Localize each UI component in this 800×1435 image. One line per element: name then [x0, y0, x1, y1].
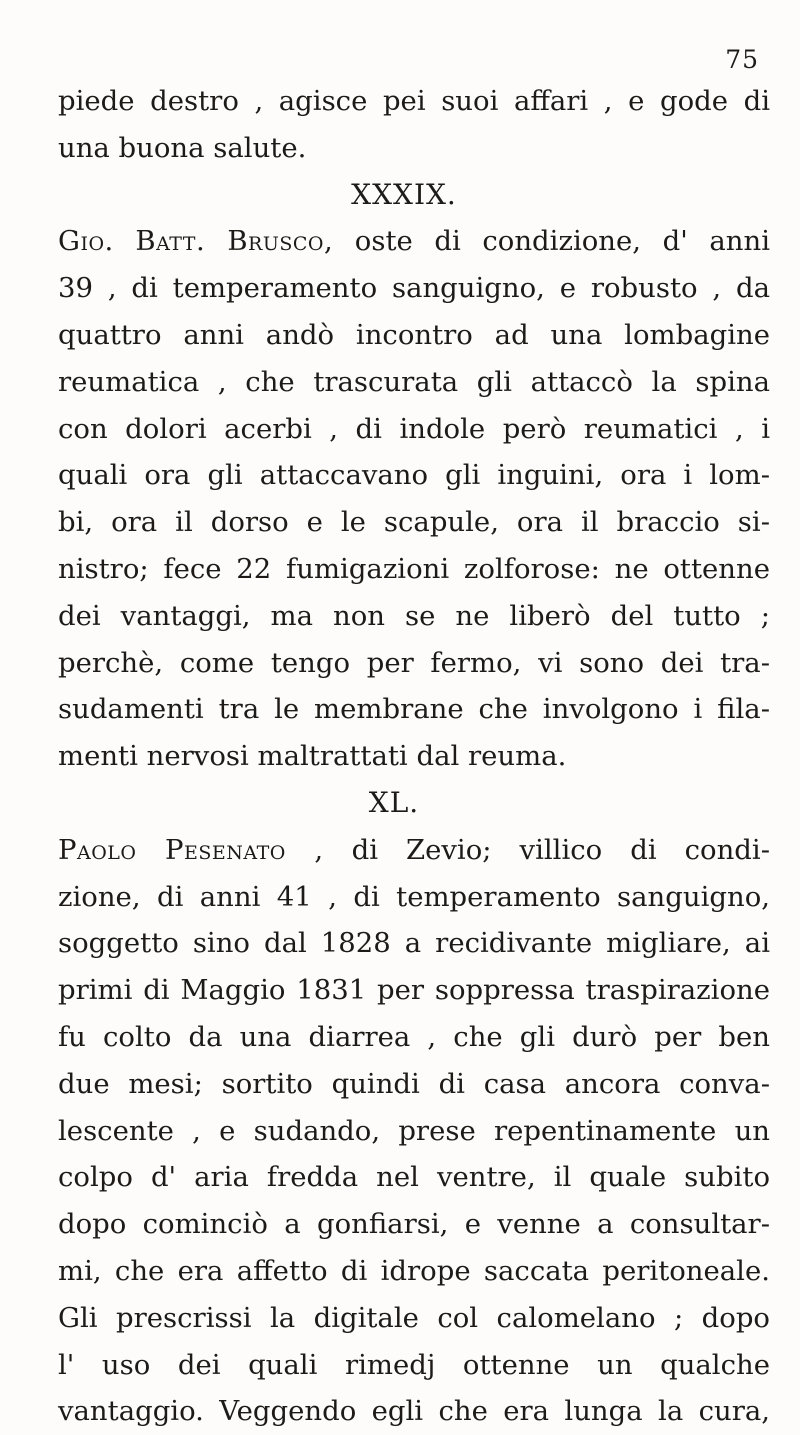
text-line: bi, ora il dorso e le scapule, ora il braccio si-	[58, 506, 770, 539]
page-number: 75	[725, 45, 759, 74]
patient-name-first: Gio.	[58, 225, 114, 258]
text-line: colpo d' aria fredda nel ventre, il quale subito	[58, 1161, 770, 1194]
patient-name: Batt. Brusco,	[135, 225, 334, 258]
text-line: mi, che era affetto di idrope saccata peritoneale.	[58, 1254, 770, 1287]
text-line: l' uso dei quali rimedj ottenne un qualche	[58, 1348, 770, 1381]
text-line: piede destro , agisce pei suoi affari , e gode di	[58, 85, 770, 117]
text-line: vantaggio. Veggendo egli che era lunga la cura,	[58, 1395, 770, 1428]
text-line: zione, di anni 41 , di temperamento sanguigno,	[58, 880, 770, 913]
text-line: dopo cominciò a gonfiarsi, e venne a consultar-	[58, 1208, 770, 1241]
text-line: due mesi; sortito quindi di casa ancora conva-	[58, 1067, 770, 1100]
text-line: lescente , e sudando, prese repentinamente un	[58, 1114, 770, 1147]
text-fragment: oste di condizione, d' anni	[333, 225, 770, 258]
text-line: menti nervosi maltrattati dal reuma.	[58, 740, 567, 773]
text-line: quattro anni andò incontro ad una lombagine	[58, 318, 770, 351]
section-opening-line	[58, 827, 770, 874]
text-line: soggetto sino dal 1828 a recidivante migliare, ai	[58, 927, 770, 960]
text-line: 39 , di temperamento sanguigno, e robusto , da	[58, 272, 770, 305]
text-line: perchè, come tengo per fermo, vi sono dei tra-	[58, 646, 770, 679]
text-fragment: di Zevio; villico di condi-	[323, 833, 770, 866]
text-line: quali ora gli attaccavano gli inguini, ora i lom-	[58, 459, 770, 492]
section-opening-line	[58, 218, 770, 265]
text-line: con dolori acerbi , di indole però reumatici , i	[58, 412, 770, 445]
section-heading-xxxix: XXXIX.	[351, 177, 457, 211]
text-line: fu colto da una diarrea , che gli durò per ben	[58, 1020, 770, 1053]
text-line: dei vantaggi, ma non se ne liberò del tutto ;	[58, 599, 770, 632]
text-line: sudamenti tra le membrane che involgono i fila-	[58, 693, 770, 726]
text-line: Gli prescrissi la digitale col calomelano ; dopo	[58, 1301, 770, 1334]
text-line: nistro; fece 22 fumigazioni zolforose: ne ottenne	[58, 552, 770, 585]
text-line: primi di Maggio 1831 per soppressa traspirazione	[58, 974, 770, 1007]
section-heading-xl: XL.	[368, 785, 420, 819]
text-line: una buona salute.	[58, 131, 307, 164]
patient-name: Paolo Pesenato ,	[58, 833, 324, 866]
page-body	[58, 78, 770, 1435]
text-line: reumatica , che trascurata gli attaccò la spina	[58, 365, 770, 398]
